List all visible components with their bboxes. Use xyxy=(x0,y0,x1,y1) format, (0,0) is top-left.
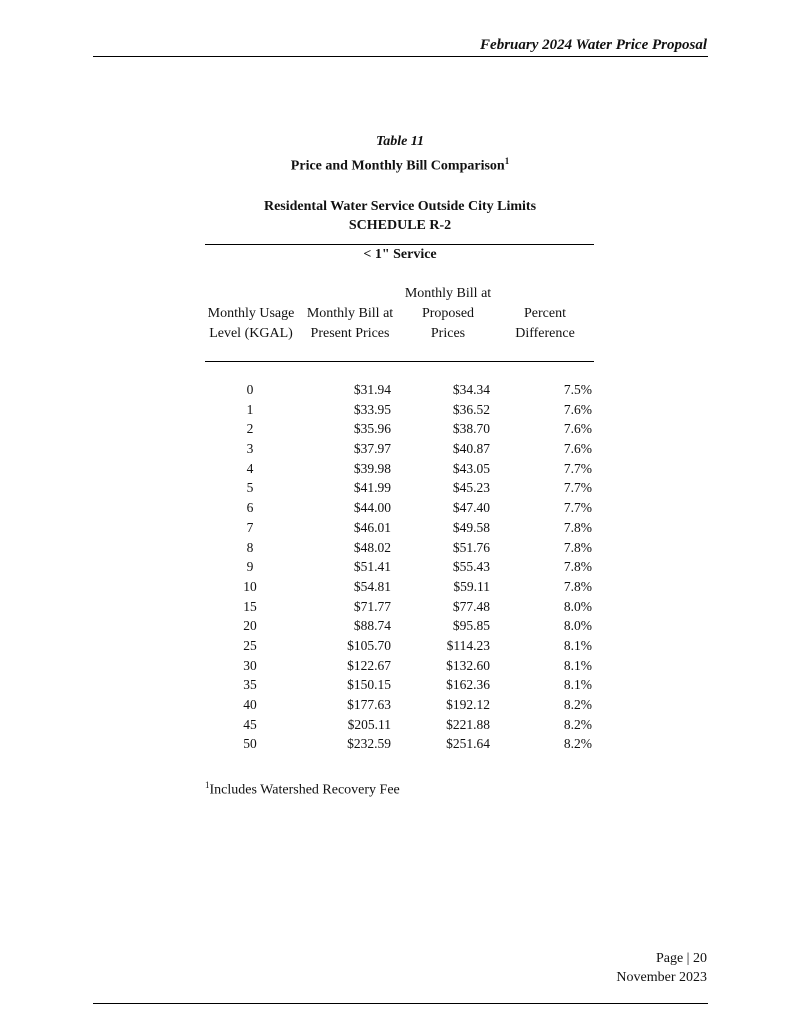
service-title-line1: Residental Water Service Outside City Limits xyxy=(263,199,537,214)
page-number: Page | 20 xyxy=(655,951,707,966)
cell-present: $122.67 xyxy=(347,657,391,673)
cell-diff: 7.6% xyxy=(563,401,592,417)
cell-proposed: $114.23 xyxy=(446,637,490,653)
cell-proposed: $38.70 xyxy=(452,421,490,437)
cell-usage: 6 xyxy=(246,500,254,516)
table-row xyxy=(205,618,594,638)
table-body xyxy=(205,382,594,756)
column-header-diff-line2: Difference xyxy=(515,326,575,341)
table-row xyxy=(205,697,594,717)
cell-diff: 8.1% xyxy=(563,657,592,673)
cell-proposed: $132.60 xyxy=(446,657,490,673)
cell-proposed: $77.48 xyxy=(452,598,490,614)
cell-diff: 7.8% xyxy=(563,519,592,535)
cell-diff: 7.6% xyxy=(563,421,592,437)
page-footer xyxy=(616,949,707,987)
table-row xyxy=(205,441,594,461)
cell-present: $51.41 xyxy=(353,559,391,575)
cell-diff: 8.0% xyxy=(563,598,592,614)
cell-proposed: $59.11 xyxy=(453,578,490,594)
cell-proposed: $95.85 xyxy=(452,618,490,634)
cell-usage: 7 xyxy=(246,519,254,535)
cell-usage: 8 xyxy=(246,539,254,555)
table-row xyxy=(205,500,594,520)
cell-diff: 7.8% xyxy=(563,539,592,555)
column-header-usage-line1: Monthly Usage xyxy=(207,306,295,321)
cell-usage: 30 xyxy=(243,657,257,673)
cell-usage: 50 xyxy=(243,736,257,752)
cell-proposed: $40.87 xyxy=(452,441,490,457)
service-title-line2: SCHEDULE R-2 xyxy=(348,218,452,233)
footnote xyxy=(205,780,400,799)
cell-usage: 5 xyxy=(246,480,254,496)
cell-proposed: $36.52 xyxy=(452,401,490,417)
header-bottom-rule xyxy=(205,361,594,362)
footer-date: November 2023 xyxy=(616,970,707,985)
table-number: Table 11 xyxy=(375,134,425,149)
cell-diff: 8.2% xyxy=(563,697,592,712)
cell-diff: 8.0% xyxy=(563,618,592,634)
table-row xyxy=(205,421,594,441)
service-title xyxy=(0,197,800,235)
column-header-proposed-line2: Proposed xyxy=(421,306,475,321)
column-header-present-line2: Present Prices xyxy=(310,326,390,341)
cell-present: $232.59 xyxy=(347,736,391,752)
column-header-diff-line1: Percent xyxy=(524,306,566,321)
column-header-proposed-line1: Monthly Bill at xyxy=(404,286,492,301)
cell-present: $205.11 xyxy=(347,716,391,732)
cell-present: $37.97 xyxy=(353,441,391,457)
cell-proposed: $251.64 xyxy=(446,736,490,752)
cell-proposed: $55.43 xyxy=(452,559,490,575)
table-row xyxy=(205,579,594,599)
column-header-proposed xyxy=(398,284,498,344)
cell-diff: 8.2% xyxy=(563,736,592,752)
cell-diff: 7.7% xyxy=(563,500,592,516)
column-header-usage xyxy=(205,304,297,344)
cell-usage: 1 xyxy=(246,401,254,417)
cell-usage: 35 xyxy=(243,677,257,693)
table-row xyxy=(205,717,594,737)
cell-diff: 7.8% xyxy=(563,578,592,594)
cell-present: $150.15 xyxy=(347,677,391,693)
table-row xyxy=(205,638,594,658)
cell-present: $31.94 xyxy=(353,382,391,397)
cell-present: $46.01 xyxy=(353,519,391,535)
cell-usage: 3 xyxy=(246,441,254,457)
table-row xyxy=(205,559,594,579)
cell-proposed: $45.23 xyxy=(452,480,490,496)
cell-present: $39.98 xyxy=(353,460,391,476)
cell-diff: 7.6% xyxy=(563,441,592,457)
table-row xyxy=(205,677,594,697)
cell-present: $48.02 xyxy=(353,539,391,555)
cell-present: $71.77 xyxy=(353,598,391,614)
column-header-usage-line2: Level (KGAL) xyxy=(209,326,293,341)
table-row xyxy=(205,382,594,402)
column-header-proposed-line3: Prices xyxy=(430,326,466,341)
cell-diff: 7.7% xyxy=(563,460,592,476)
column-header-present xyxy=(302,304,398,344)
header-rule xyxy=(93,56,708,57)
cell-usage: 0 xyxy=(246,382,254,397)
cell-proposed: $192.12 xyxy=(446,697,490,712)
table-row xyxy=(205,480,594,500)
table-row xyxy=(205,520,594,540)
cell-present: $177.63 xyxy=(347,697,391,712)
cell-present: $35.96 xyxy=(353,421,391,437)
cell-usage: 45 xyxy=(243,716,257,732)
table-row xyxy=(205,461,594,481)
service-size: < 1" Service xyxy=(363,247,437,262)
cell-proposed: $51.76 xyxy=(452,539,490,555)
title-footnote-mark: 1 xyxy=(504,156,510,166)
cell-proposed: $221.88 xyxy=(446,716,490,732)
cell-proposed: $49.58 xyxy=(452,519,490,535)
table-row xyxy=(205,540,594,560)
column-header-present-line1: Monthly Bill at xyxy=(306,306,394,321)
cell-diff: 8.1% xyxy=(563,637,592,653)
cell-usage: 2 xyxy=(246,421,254,437)
table-row xyxy=(205,736,594,756)
table-title-text: Price and Monthly Bill Comparison xyxy=(290,158,505,174)
table-title xyxy=(0,156,800,175)
cell-diff: 7.8% xyxy=(563,559,592,575)
cell-usage: 15 xyxy=(243,598,257,614)
cell-present: $41.99 xyxy=(353,480,391,496)
table-top-rule xyxy=(205,244,594,245)
cell-diff: 8.2% xyxy=(563,716,592,732)
cell-present: $88.74 xyxy=(353,618,391,634)
footer-rule xyxy=(93,1003,708,1004)
cell-proposed: $162.36 xyxy=(446,677,490,693)
cell-proposed: $47.40 xyxy=(452,500,490,516)
cell-proposed: $34.34 xyxy=(452,382,490,397)
cell-diff: 7.7% xyxy=(563,480,592,496)
cell-usage: 9 xyxy=(246,559,254,575)
table-row xyxy=(205,402,594,422)
cell-present: $44.00 xyxy=(353,500,391,516)
cell-diff: 7.5% xyxy=(563,382,592,397)
table-row xyxy=(205,599,594,619)
cell-present: $54.81 xyxy=(353,578,391,594)
cell-proposed: $43.05 xyxy=(452,460,490,476)
column-header-diff xyxy=(502,304,588,344)
cell-usage: 4 xyxy=(246,460,254,476)
cell-usage: 20 xyxy=(243,618,257,634)
document-header-title: February 2024 Water Price Proposal xyxy=(480,37,707,53)
cell-usage: 40 xyxy=(243,697,257,712)
cell-present: $105.70 xyxy=(347,637,391,653)
cell-diff: 8.1% xyxy=(563,677,592,693)
cell-usage: 10 xyxy=(243,578,257,594)
footnote-mark: 1 xyxy=(205,780,210,790)
cell-usage: 25 xyxy=(243,637,257,653)
footnote-text: Includes Watershed Recovery Fee xyxy=(209,782,400,798)
cell-present: $33.95 xyxy=(353,401,391,417)
table-row xyxy=(205,658,594,678)
